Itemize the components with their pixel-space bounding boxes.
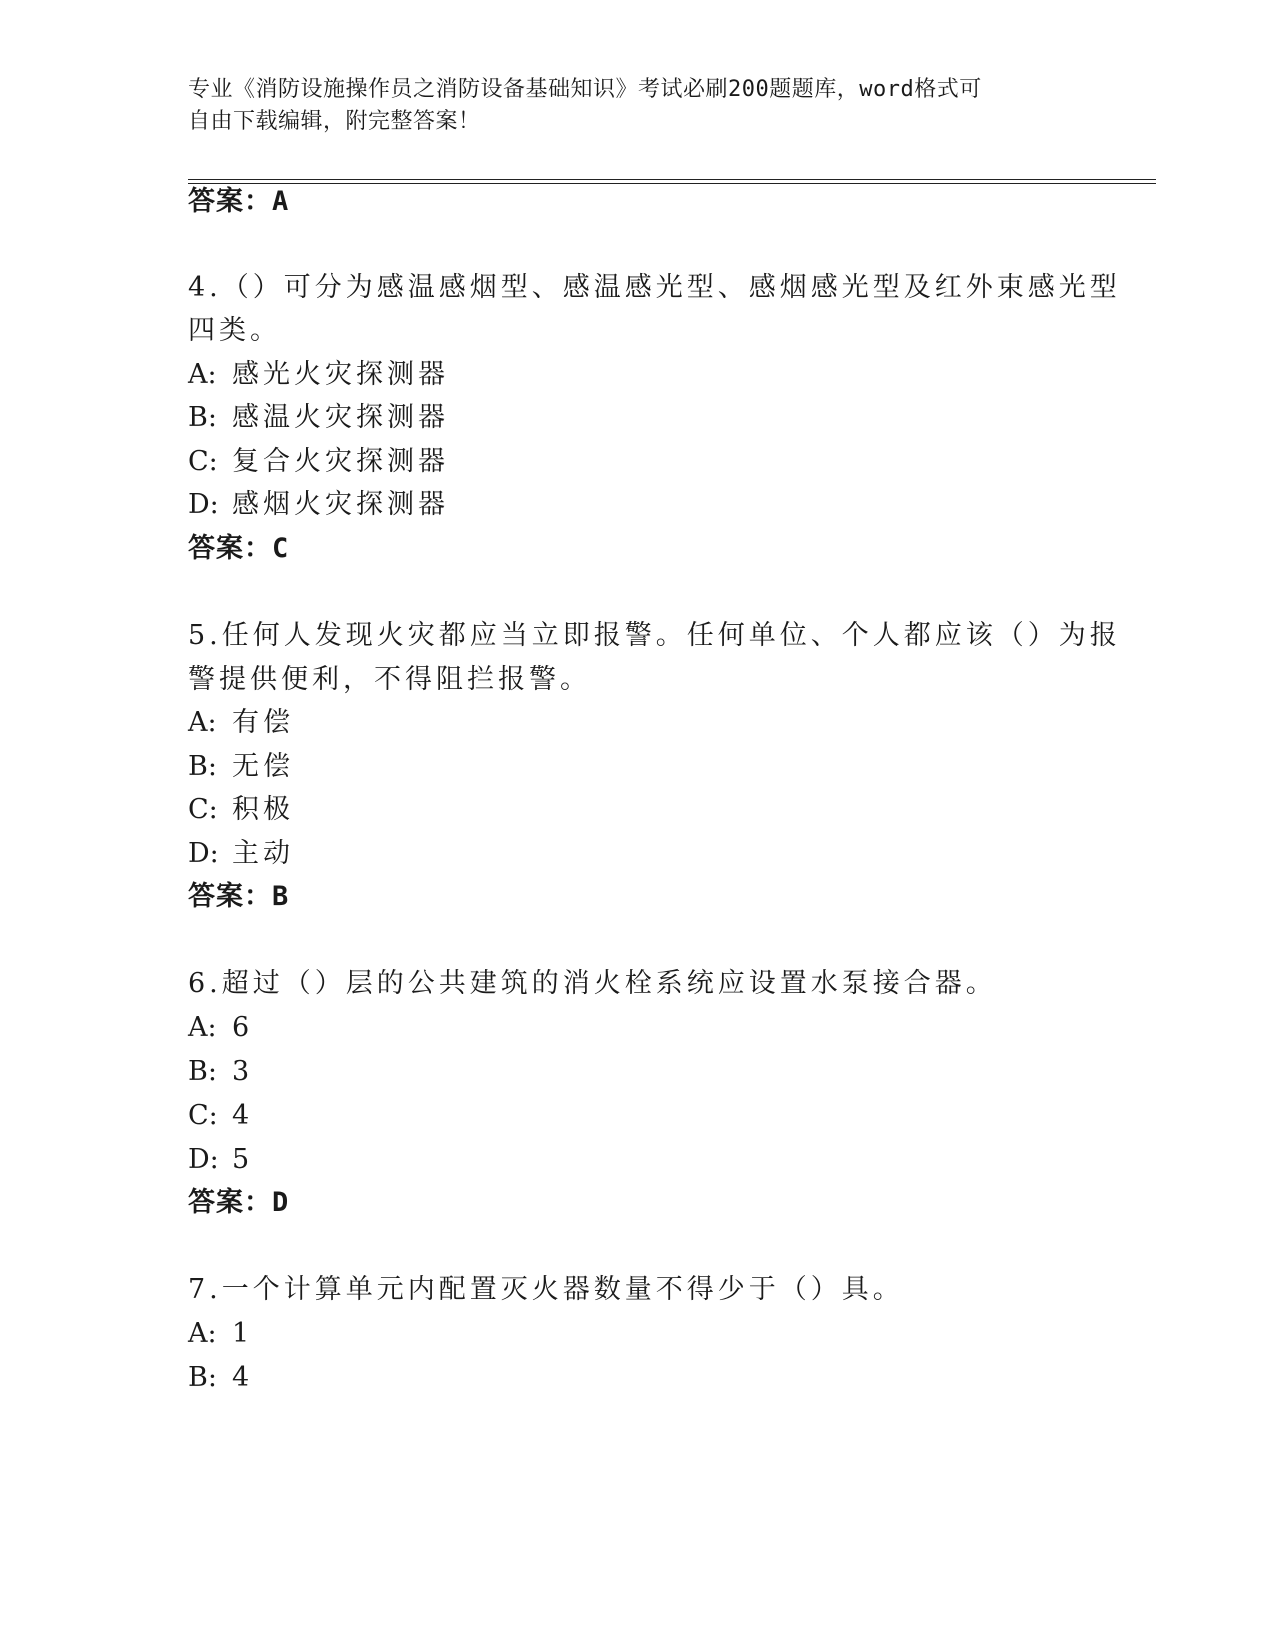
- question-5-answer: 答案：B: [188, 881, 290, 912]
- option-text: 感温火灾探测器: [232, 402, 449, 433]
- option-text: 复合火灾探测器: [232, 446, 449, 477]
- option-key: B:: [188, 1056, 217, 1087]
- option-key: A:: [188, 707, 217, 738]
- option-key: A:: [188, 1012, 217, 1043]
- option-key: C:: [188, 1100, 218, 1131]
- question-4-stem-line-1: 4.（）可分为感温感烟型、感温感光型、感烟感光型及红外束感光型: [188, 272, 1121, 303]
- question-6-option-a: [188, 1008, 253, 1048]
- option-text: 3: [232, 1056, 254, 1087]
- question-7-stem-line-1: 7.一个计算单元内配置灭火器数量不得少于（）具。: [188, 1274, 904, 1305]
- option-text: 积极: [232, 794, 294, 825]
- option-key: B:: [188, 751, 217, 782]
- question-6-option-b: [188, 1052, 253, 1092]
- option-text: 4: [232, 1362, 254, 1393]
- option-key: B:: [188, 1362, 217, 1393]
- question-5-option-c: [188, 790, 294, 830]
- question-5-option-d: [188, 834, 294, 874]
- question-6-stem-line-1: 6.超过（）层的公共建筑的消火栓系统应设置水泵接合器。: [188, 968, 997, 999]
- question-5-option-a: [188, 703, 294, 743]
- question-6-option-c: [188, 1096, 253, 1136]
- answer-line: 答案：A: [188, 186, 290, 217]
- option-text: 无偿: [232, 751, 294, 782]
- option-key: C:: [188, 794, 218, 825]
- question-6-option-d: [188, 1140, 253, 1180]
- header-divider-top: [188, 179, 1156, 180]
- question-4-option-c: [188, 442, 449, 482]
- question-4-option-a: [188, 355, 449, 395]
- option-key: C:: [188, 446, 218, 477]
- question-5-stem-line-2: 警提供便利，不得阻拦报警。: [188, 664, 591, 695]
- option-key: D:: [188, 1144, 219, 1175]
- question-4-stem-line-2: 四类。: [188, 315, 281, 346]
- option-text: 主动: [232, 838, 294, 869]
- question-5-stem-line-1: 5.任何人发现火灾都应当立即报警。任何单位、个人都应该（）为报: [188, 620, 1121, 651]
- option-key: D:: [188, 838, 219, 869]
- question-4-answer: 答案：C: [188, 533, 290, 564]
- question-5-option-b: [188, 747, 294, 787]
- option-text: 4: [232, 1100, 254, 1131]
- header-title-line-2: 自由下载编辑，附完整答案！: [188, 109, 481, 134]
- option-key: B:: [188, 402, 217, 433]
- question-4-option-b: [188, 398, 449, 438]
- option-text: 感烟火灾探测器: [232, 489, 449, 520]
- header-title-line-1: 专业《消防设施操作员之消防设备基础知识》考试必刷200题题库，word格式可: [188, 77, 982, 102]
- header-divider-bottom: [188, 183, 1156, 184]
- option-text: 1: [232, 1318, 254, 1349]
- option-key: A:: [188, 1318, 217, 1349]
- question-7-option-b: [188, 1358, 253, 1398]
- option-key: D:: [188, 489, 219, 520]
- option-text: 5: [232, 1144, 254, 1175]
- question-7-option-a: [188, 1314, 253, 1354]
- option-key: A:: [188, 359, 217, 390]
- option-text: 6: [232, 1012, 254, 1043]
- question-6-answer: 答案：D: [188, 1187, 290, 1218]
- document-header: [188, 74, 1068, 138]
- option-text: 感光火灾探测器: [232, 359, 449, 390]
- question-4-option-d: [188, 485, 449, 525]
- option-text: 有偿: [232, 707, 294, 738]
